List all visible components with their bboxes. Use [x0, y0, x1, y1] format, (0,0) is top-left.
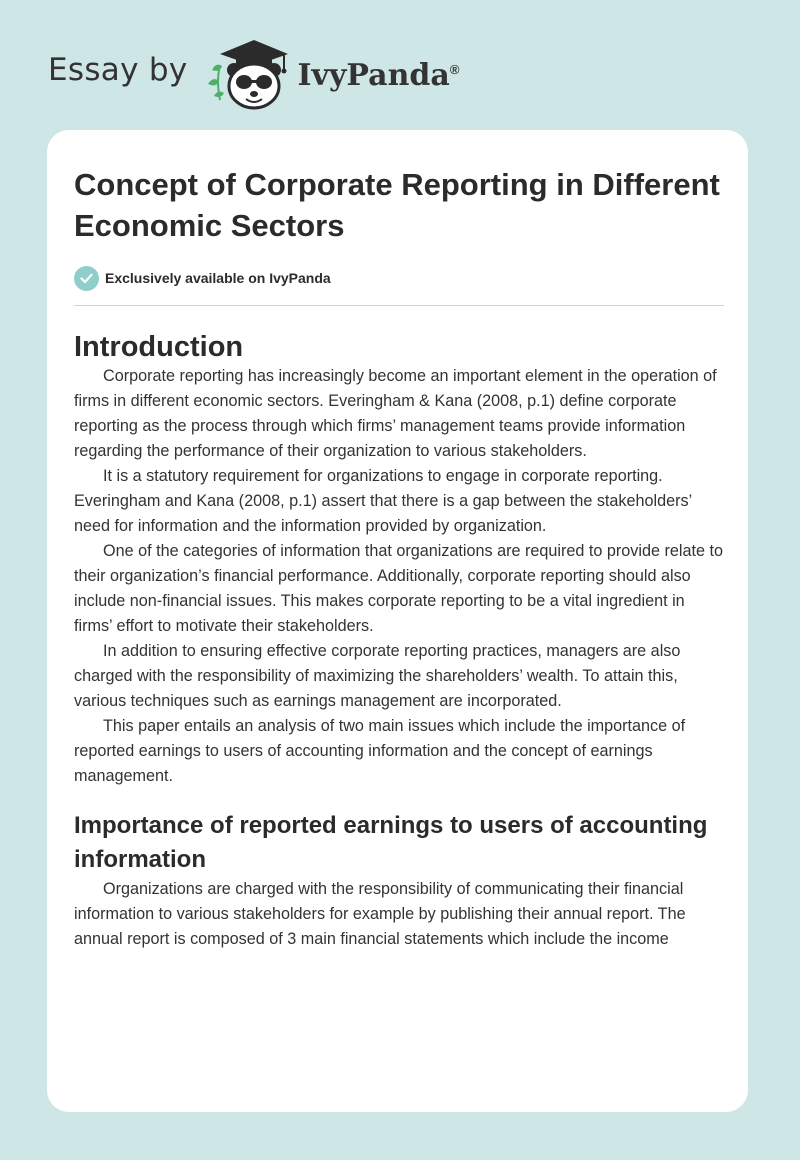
paragraph: Corporate reporting has increasingly become an important element in the operation of firms in different economic sectors. Everingham & Kana (2008, p.1) define corporate reporting as the process through which firms’ management teams provide information regarding the performance of their organization to various stakeholders. [74, 367, 717, 460]
paragraph: This paper entails an analysis of two main issues which include the importance of reported earnings to users of accounting information and the concept of earnings management. [74, 717, 686, 785]
panda-logo-icon[interactable] [206, 36, 296, 110]
page-title: Concept of Corporate Reporting in Different Economic Sectors [74, 167, 720, 243]
paragraph: Organizations are charged with the responsibility of communicating their financial information to various stakeholders for example by publishing their annual report. The annual report is composed of 3 main financial statements which include the income [74, 880, 686, 948]
site-header [48, 36, 459, 110]
divider [74, 305, 724, 306]
essay-content [74, 164, 724, 952]
exclusive-label: Exclusively available on IvyPanda [105, 270, 331, 286]
paragraph: It is a statutory requirement for organizations to engage in corporate reporting. Everingham and Kana (2008, p.1) assert that there is a gap between the stakeholders’ need for information and the information provided by organization. [74, 467, 692, 535]
check-icon [74, 266, 99, 291]
section-heading-introduction: Introduction [74, 331, 244, 363]
paragraph: One of the categories of information that organizations are required to provide relate to their organization’s financial performance. Additionally, corporate reporting should also include non-financial issues. This makes corporate reporting to be a vital ingredient in firms’ effort to motivate their stakeholders. [74, 542, 723, 635]
brand-name-text: IvyPanda [297, 57, 450, 93]
essay-card [47, 130, 748, 1112]
brand-prefix: Essay by [48, 52, 188, 88]
exclusive-badge [74, 265, 724, 291]
registered-mark: ® [449, 61, 460, 77]
paragraph: In addition to ensuring effective corporate reporting practices, managers are also charged with the responsibility of maximizing the shareholders’ wealth. To attain this, various techniques such as earnings management are incorporated. [74, 642, 681, 710]
section-heading-reported-earnings: Importance of reported earnings to users of accounting information [74, 812, 708, 873]
brand-name[interactable] [298, 58, 460, 93]
